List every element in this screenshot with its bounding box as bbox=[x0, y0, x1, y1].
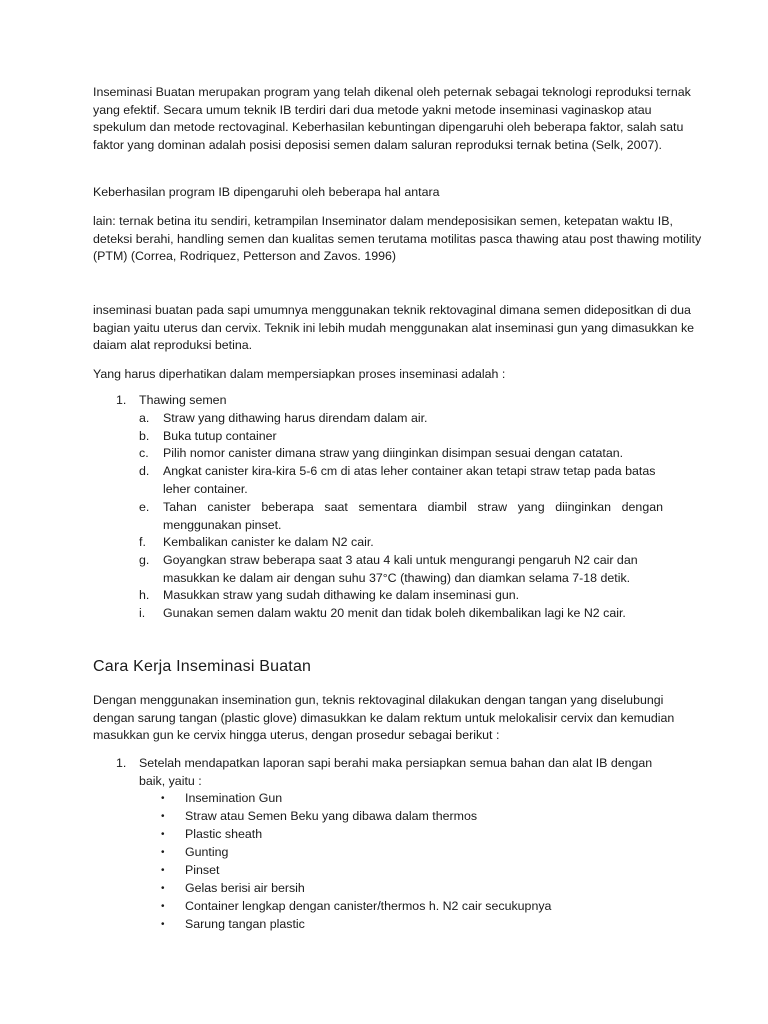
bullet-icon: • bbox=[161, 883, 165, 894]
list-item-letter: g. bbox=[139, 553, 150, 567]
list-item: Buka tutup container bbox=[163, 429, 277, 443]
list-number: 1. bbox=[116, 756, 127, 770]
list-item: Pilih nomor canister dimana straw yang diinginkan disimpan sesuai dengan catatan. bbox=[163, 446, 624, 460]
bullet-icon: • bbox=[161, 847, 165, 858]
paragraph-faktor: lain: ternak betina itu sendiri, ketrampilan Inseminator dalam mendeposisikan semen, ketepatan waktu IB, deteksi berahi, handling semen dan kualitas semen terutama motilitas pasca thawing atau post thawing motility (PTM) (Correa, Rodriquez, Petterson and Zavos. 1996) bbox=[93, 214, 702, 264]
bullet-item: Gelas berisi air bersih bbox=[185, 881, 305, 895]
list-item: Masukkan straw yang sudah dithawing ke dalam inseminasi gun. bbox=[163, 588, 520, 602]
list-item: Straw yang dithawing harus direndam dalam air. bbox=[163, 411, 428, 425]
bullet-item: Gunting bbox=[185, 845, 229, 859]
bullet-item: Sarung tangan plastic bbox=[185, 917, 305, 931]
paragraph-persiapan: Yang harus diperhatikan dalam mempersiapkan proses inseminasi adalah : bbox=[93, 367, 506, 381]
list-item-letter: d. bbox=[139, 464, 150, 478]
list-item-letter: h. bbox=[139, 588, 150, 602]
bullet-item: Pinset bbox=[185, 863, 220, 877]
list-title-persiapan: Setelah mendapatkan laporan sapi berahi maka persiapkan semua bahan dan alat IB dengan baik, yaitu : bbox=[139, 756, 653, 788]
list-item-letter: b. bbox=[139, 429, 150, 443]
bullet-item: Container lengkap dengan canister/thermos h. N2 cair secukupnya bbox=[185, 899, 552, 913]
list-item: Angkat canister kira-kira 5-6 cm di atas leher container akan tetapi straw tetap pada batas leher container. bbox=[163, 464, 656, 496]
list-item: Gunakan semen dalam waktu 20 menit dan tidak boleh dikembalikan lagi ke N2 cair. bbox=[163, 606, 626, 620]
list-item: Kembalikan canister ke dalam N2 cair. bbox=[163, 535, 374, 549]
paragraph-rektovaginal: inseminasi buatan pada sapi umumnya menggunakan teknik rektovaginal dimana semen didepositkan di dua bagian yaitu uterus dan cervix. Teknik ini lebih mudah menggunakan alat inseminasi gun yang dimasukkan ke daiam alat reproduksi betina. bbox=[93, 303, 695, 353]
list-item-letter: c. bbox=[139, 446, 149, 460]
list-item-letter: a. bbox=[139, 411, 150, 425]
list-item: Goyangkan straw beberapa saat 3 atau 4 kali untuk mengurangi pengaruh N2 cair dan masukkan ke dalam air dengan suhu 37°C (thawing) dan diamkan selama 7-18 detik. bbox=[163, 553, 638, 585]
list-item-letter: e. bbox=[139, 500, 150, 514]
bullet-icon: • bbox=[161, 919, 165, 930]
bullet-item: Insemination Gun bbox=[185, 791, 283, 805]
bullet-icon: • bbox=[161, 829, 165, 840]
list-item-letter: f. bbox=[139, 535, 146, 549]
paragraph-keberhasilan: Keberhasilan program IB dipengaruhi oleh beberapa hal antara bbox=[93, 185, 440, 199]
bullet-item: Plastic sheath bbox=[185, 827, 263, 841]
list-item: Tahan canister beberapa saat sementara diambil straw yang diinginkan dengan menggunakan pinset. bbox=[163, 500, 663, 532]
bullet-icon: • bbox=[161, 811, 165, 822]
list-item-letter: i. bbox=[139, 606, 146, 620]
bullet-icon: • bbox=[161, 793, 165, 804]
paragraph-prosedur: Dengan menggunakan insemination gun, teknis rektovaginal dilakukan dengan tangan yang diselubungi dengan sarung tangan (plastic glove) dimasukkan ke dalam rektum untuk melokalisir cervix dan kemudian masukkan gun ke cervix hingga uterus, dengan prosedur sebagai berikut : bbox=[93, 693, 675, 743]
bullet-icon: • bbox=[161, 901, 165, 912]
bullet-icon: • bbox=[161, 865, 165, 876]
list-title-thawing: Thawing semen bbox=[139, 393, 227, 407]
bullet-item: Straw atau Semen Beku yang dibawa dalam thermos bbox=[185, 809, 478, 823]
paragraph-intro: Inseminasi Buatan merupakan program yang telah dikenal oleh peternak sebagai teknologi reproduksi ternak yang efektif. Secara umum teknik IB terdiri dari dua metode yakni metode inseminasi vaginaskop atau spekulum dan metode rectovaginal. Keberhasilan kebuntingan dipengaruhi oleh beberapa faktor, salah satu faktor yang dominan adalah posisi deposisi semen dalam saluran reproduksi ternak betina (Selk, 2007). bbox=[93, 85, 691, 152]
section-heading: Cara Kerja Inseminasi Buatan bbox=[93, 658, 312, 675]
list-number: 1. bbox=[116, 393, 127, 407]
